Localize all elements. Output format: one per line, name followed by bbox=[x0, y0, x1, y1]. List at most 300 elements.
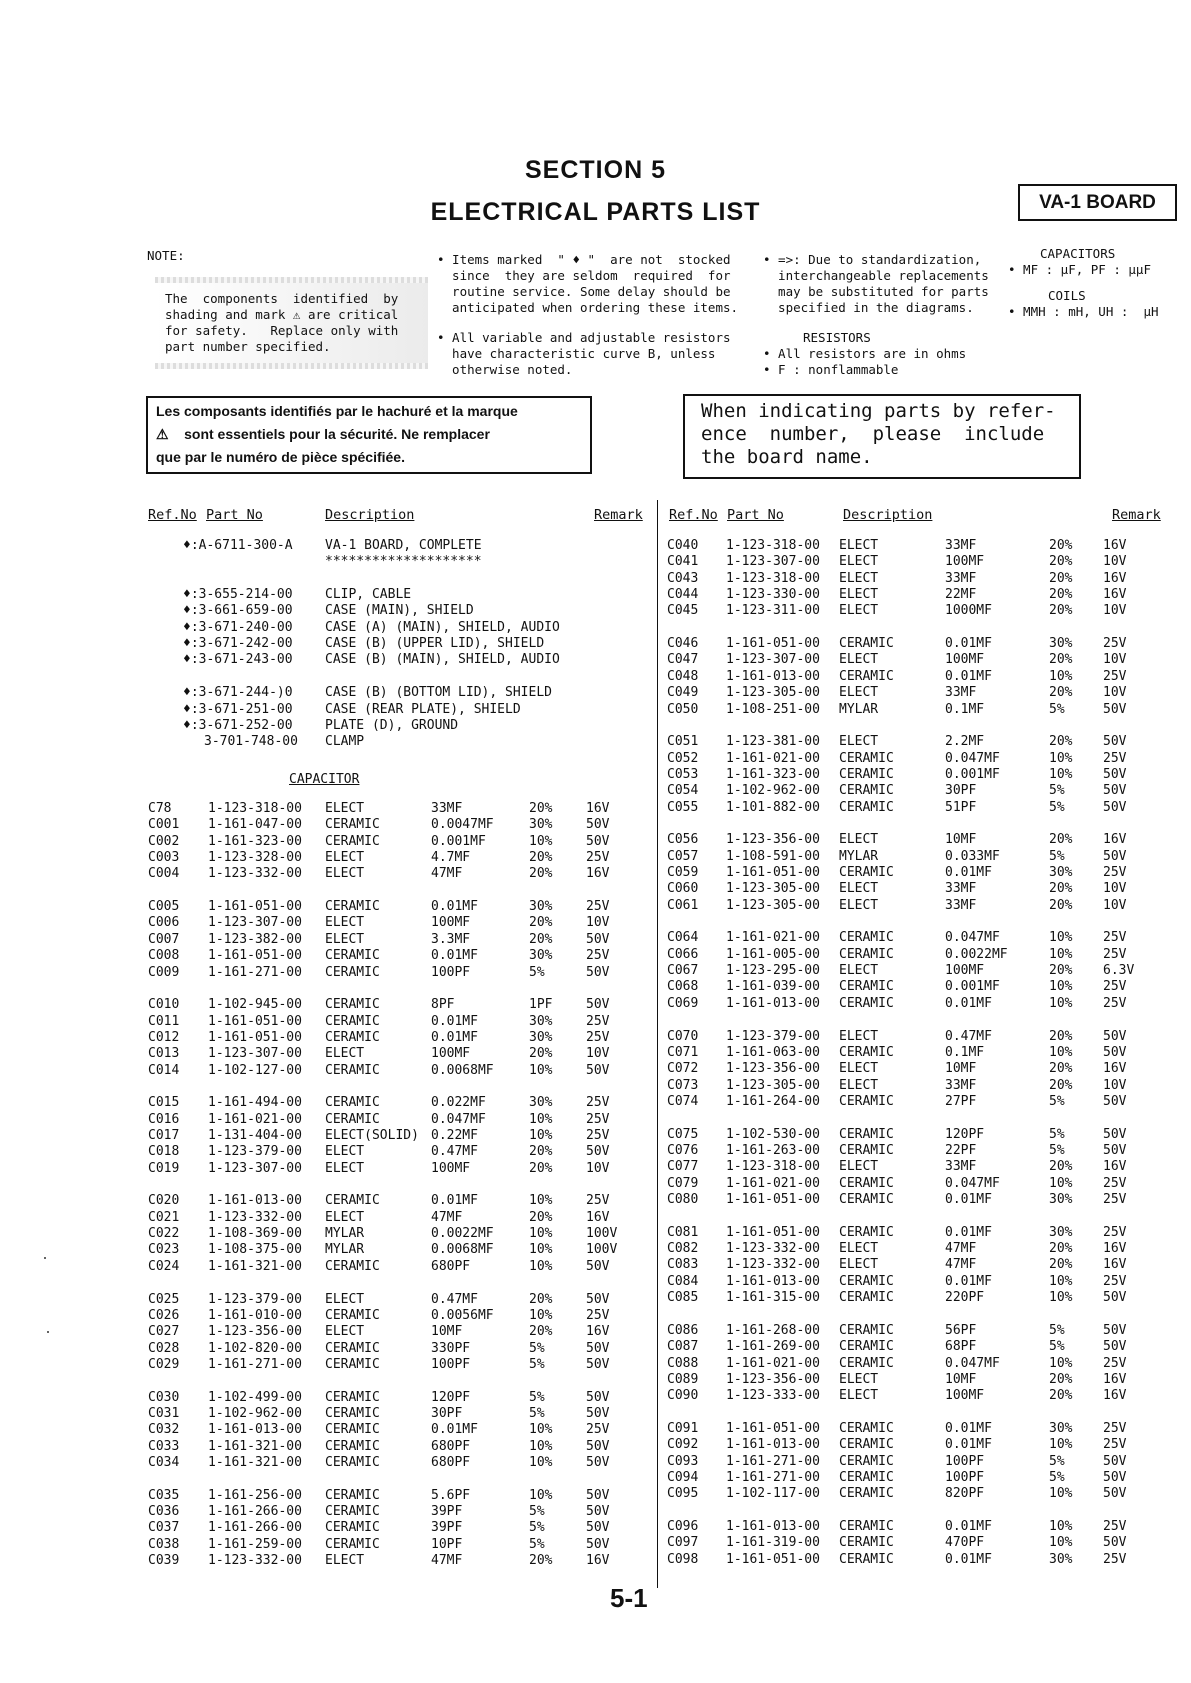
part-number: 1-123-332-00 bbox=[208, 1209, 302, 1225]
tolerance: 10% bbox=[529, 1128, 553, 1143]
description: CERAMIC bbox=[839, 1437, 894, 1453]
part-number: 1-161-051-00 bbox=[726, 1224, 820, 1240]
value: 100MF bbox=[945, 1388, 985, 1404]
ref-no: C039 bbox=[148, 1553, 180, 1569]
value: 0.01MF bbox=[945, 1420, 992, 1436]
voltage: 100V bbox=[586, 1226, 618, 1242]
part-number: 1-161-051-00 bbox=[726, 1192, 820, 1207]
ref-no: C036 bbox=[148, 1504, 180, 1520]
description: CERAMIC bbox=[839, 930, 894, 946]
description: CERAMIC bbox=[839, 1290, 894, 1306]
part-number: 1-123-307-00 bbox=[726, 652, 820, 668]
tolerance: 20% bbox=[1049, 538, 1073, 553]
part-number: 1-161-494-00 bbox=[208, 1095, 302, 1111]
ref-no: C020 bbox=[148, 1193, 180, 1209]
variable-resistors-note bbox=[437, 330, 731, 378]
voltage: 25V bbox=[1103, 995, 1127, 1011]
ref-no: C019 bbox=[148, 1160, 180, 1176]
tolerance: 10% bbox=[529, 1242, 553, 1258]
part-number: 1-102-117-00 bbox=[726, 1486, 820, 1502]
part-number: 1-161-271-00 bbox=[726, 1469, 820, 1485]
part-number: 1-123-332-00 bbox=[208, 1553, 302, 1569]
tolerance: 5% bbox=[529, 1536, 545, 1552]
tolerance: 20% bbox=[1049, 734, 1073, 750]
part-number: 1-123-295-00 bbox=[726, 963, 820, 979]
voltage: 50V bbox=[1103, 1322, 1127, 1338]
tolerance: 10% bbox=[1049, 1175, 1073, 1191]
tolerance: 20% bbox=[1049, 685, 1073, 701]
tolerance: 5% bbox=[529, 1405, 545, 1421]
capacitor-heading: CAPACITOR bbox=[289, 772, 360, 787]
value: 0.01MF bbox=[945, 1551, 992, 1567]
value: 680PF bbox=[431, 1258, 471, 1274]
description: CASE (B) (BOTTOM LID), SHIELD bbox=[325, 685, 552, 701]
tolerance: 5% bbox=[529, 1340, 545, 1356]
description: ELECT bbox=[839, 1028, 879, 1044]
description: ELECT bbox=[325, 866, 365, 882]
description: ELECT bbox=[325, 1324, 365, 1340]
ref-no: C037 bbox=[148, 1520, 180, 1536]
part-number: ♦:3-655-214-00 bbox=[183, 587, 293, 603]
tolerance: 20% bbox=[529, 1324, 553, 1340]
column-divider bbox=[657, 500, 658, 1588]
ref-no: C004 bbox=[148, 866, 180, 882]
description: ELECT bbox=[325, 1144, 365, 1160]
items-marked-note bbox=[437, 252, 738, 316]
ref-no: C084 bbox=[667, 1273, 699, 1289]
part-number: 1-123-311-00 bbox=[726, 603, 820, 619]
part-number: 1-161-013-00 bbox=[726, 668, 820, 684]
value: 33MF bbox=[945, 538, 977, 553]
voltage: 16V bbox=[1103, 570, 1127, 586]
part-number: 1-123-379-00 bbox=[726, 1028, 820, 1044]
part-number: 1-161-323-00 bbox=[208, 833, 302, 849]
description: CERAMIC bbox=[325, 1487, 380, 1503]
voltage: 25V bbox=[1103, 1273, 1127, 1289]
tolerance: 10% bbox=[529, 1438, 553, 1454]
tolerance: 20% bbox=[1049, 963, 1073, 979]
description: CERAMIC bbox=[325, 817, 380, 833]
voltage: 25V bbox=[586, 1422, 610, 1438]
description: ELECT bbox=[325, 1046, 365, 1062]
description: ELECT bbox=[839, 881, 879, 897]
tolerance: 10% bbox=[1049, 979, 1073, 995]
voltage: 16V bbox=[1103, 832, 1127, 848]
ref-no: C026 bbox=[148, 1307, 180, 1323]
note-line: specified in the diagrams. bbox=[763, 300, 974, 315]
part-number: 1-108-375-00 bbox=[208, 1242, 302, 1258]
description: CERAMIC bbox=[839, 750, 894, 766]
ref-no: C096 bbox=[667, 1519, 699, 1534]
voltage: 50V bbox=[1103, 1469, 1127, 1485]
ref-no: C005 bbox=[148, 899, 180, 915]
tolerance: 10% bbox=[1049, 1355, 1073, 1371]
ref-no: C030 bbox=[148, 1389, 180, 1405]
page-title: ELECTRICAL PARTS LIST bbox=[430, 198, 761, 226]
note-line: • All variable and adjustable resistors bbox=[437, 330, 731, 345]
part-number: 1-123-318-00 bbox=[208, 801, 302, 816]
value: 0.01MF bbox=[431, 1013, 478, 1029]
section-title: SECTION 5 bbox=[525, 156, 666, 184]
part-number: 1-123-318-00 bbox=[726, 570, 820, 586]
voltage: 10V bbox=[1103, 1077, 1127, 1093]
voltage: 50V bbox=[586, 1389, 610, 1405]
part-number: 1-161-264-00 bbox=[726, 1093, 820, 1109]
part-number: 1-161-013-00 bbox=[726, 1519, 820, 1534]
tolerance: 20% bbox=[529, 1553, 553, 1569]
description: CERAMIC bbox=[839, 799, 894, 815]
description: CERAMIC bbox=[839, 1273, 894, 1289]
tolerance: 20% bbox=[1049, 1371, 1073, 1387]
tolerance: 10% bbox=[529, 1422, 553, 1438]
part-number: 1-161-039-00 bbox=[726, 979, 820, 995]
note-line: routine service. Some delay should be bbox=[437, 284, 731, 299]
ref-no: C031 bbox=[148, 1405, 180, 1421]
value: 0.0056MF bbox=[431, 1307, 494, 1323]
note-line: • All resistors are in ohms bbox=[763, 346, 967, 361]
description: CERAMIC bbox=[839, 1535, 894, 1551]
french-line: Les composants identifiés par le hachuré et la marque bbox=[156, 403, 518, 419]
voltage: 100V bbox=[586, 1242, 618, 1258]
voltage: 10V bbox=[586, 1160, 610, 1176]
ref-no: C052 bbox=[667, 750, 699, 766]
value: 0.022MF bbox=[431, 1095, 486, 1111]
part-number: 1-161-005-00 bbox=[726, 946, 820, 962]
part-number: 1-123-333-00 bbox=[726, 1388, 820, 1404]
tolerance: 10% bbox=[1049, 668, 1073, 684]
value: 0.0022MF bbox=[945, 946, 1008, 962]
tolerance: 5% bbox=[1049, 1453, 1065, 1469]
value: 56PF bbox=[945, 1322, 977, 1338]
voltage: 25V bbox=[1103, 1355, 1127, 1371]
part-number: ♦:3-671-244-)0 bbox=[183, 685, 293, 701]
french-safety-note bbox=[146, 396, 592, 474]
value: 0.1MF bbox=[945, 1044, 985, 1060]
note-line: • MF : μF, PF : μμF bbox=[1008, 262, 1151, 277]
tolerance: 5% bbox=[529, 1520, 545, 1536]
part-number: 1-123-332-00 bbox=[726, 1257, 820, 1273]
ref-no: C018 bbox=[148, 1144, 180, 1160]
description: CERAMIC bbox=[325, 1340, 380, 1356]
tolerance: 30% bbox=[529, 1095, 553, 1111]
part-number: 1-161-051-00 bbox=[208, 948, 302, 964]
ref-no: C025 bbox=[148, 1291, 180, 1307]
capacitor-units-note bbox=[1008, 246, 1151, 278]
description: ELECT bbox=[839, 832, 879, 848]
ref-no: C028 bbox=[148, 1340, 180, 1356]
ref-no: C045 bbox=[667, 603, 699, 619]
voltage: 50V bbox=[586, 1438, 610, 1454]
voltage: 50V bbox=[586, 1520, 610, 1536]
ref-no: C066 bbox=[667, 946, 699, 962]
value: 33MF bbox=[945, 1159, 977, 1175]
tolerance: 20% bbox=[529, 1046, 553, 1062]
part-number: 1-161-021-00 bbox=[726, 1175, 820, 1191]
part-number: 1-161-315-00 bbox=[726, 1290, 820, 1306]
description: CERAMIC bbox=[325, 1356, 380, 1372]
value: 820PF bbox=[945, 1486, 985, 1502]
part-number: 1-108-369-00 bbox=[208, 1226, 302, 1242]
part-number: 1-161-013-00 bbox=[208, 1193, 302, 1209]
tolerance: 10% bbox=[1049, 1044, 1073, 1060]
part-number: 1-161-021-00 bbox=[726, 750, 820, 766]
value: 0.01MF bbox=[431, 899, 478, 915]
ref-no: C098 bbox=[667, 1551, 699, 1567]
ref-no: C095 bbox=[667, 1486, 699, 1502]
ref-no: C007 bbox=[148, 931, 180, 947]
tolerance: 5% bbox=[1049, 1142, 1065, 1158]
description: CERAMIC bbox=[839, 1175, 894, 1191]
tolerance: 20% bbox=[1049, 603, 1073, 619]
header-part-no-left: Part No bbox=[206, 507, 263, 523]
part-number: 1-123-379-00 bbox=[208, 1144, 302, 1160]
part-number: 1-123-356-00 bbox=[726, 1061, 820, 1077]
description: ELECT(SOLID) bbox=[325, 1128, 419, 1143]
description: CERAMIC bbox=[839, 783, 894, 799]
voltage: 25V bbox=[586, 948, 610, 964]
description: CERAMIC bbox=[839, 668, 894, 684]
value: 100PF bbox=[431, 964, 471, 980]
voltage: 50V bbox=[586, 1062, 610, 1078]
tolerance: 20% bbox=[529, 1209, 553, 1225]
voltage: 10V bbox=[1103, 897, 1127, 913]
part-number: 1-102-499-00 bbox=[208, 1389, 302, 1405]
tolerance: 1PF bbox=[529, 997, 553, 1013]
ref-no: C079 bbox=[667, 1175, 699, 1191]
description: CERAMIC bbox=[839, 1469, 894, 1485]
tolerance: 20% bbox=[529, 850, 553, 866]
voltage: 50V bbox=[1103, 766, 1127, 782]
value: 0.001MF bbox=[945, 979, 1000, 995]
tolerance: 10% bbox=[529, 1455, 553, 1470]
value: 33MF bbox=[945, 897, 977, 913]
description: CASE (MAIN), SHIELD bbox=[325, 603, 474, 619]
tolerance: 20% bbox=[529, 931, 553, 947]
tolerance: 30% bbox=[1049, 1224, 1073, 1240]
ref-no: C023 bbox=[148, 1242, 180, 1258]
tolerance: 20% bbox=[529, 866, 553, 882]
part-number: 1-102-820-00 bbox=[208, 1340, 302, 1356]
part-number: 1-123-330-00 bbox=[726, 587, 820, 603]
ref-no: C092 bbox=[667, 1437, 699, 1453]
header-remark-left: Remark bbox=[594, 507, 643, 523]
value: 0.047MF bbox=[945, 930, 1000, 946]
ref-no: C067 bbox=[667, 963, 699, 979]
ref-no: C024 bbox=[148, 1258, 180, 1274]
description: ELECT bbox=[839, 1257, 879, 1273]
value: 2.2MF bbox=[945, 734, 985, 750]
description: CERAMIC bbox=[325, 1013, 380, 1029]
description: CERAMIC bbox=[325, 899, 380, 915]
note-line: otherwise noted. bbox=[437, 362, 573, 377]
part-number: 1-123-318-00 bbox=[726, 538, 820, 553]
description: MYLAR bbox=[325, 1226, 365, 1242]
voltage: 50V bbox=[1103, 799, 1127, 815]
ref-no: C049 bbox=[667, 685, 699, 701]
value: 0.01MF bbox=[431, 1193, 478, 1209]
value: 0.01MF bbox=[945, 1519, 992, 1534]
part-number: 1-161-013-00 bbox=[726, 1273, 820, 1289]
tolerance: 30% bbox=[1049, 1192, 1073, 1207]
description: CERAMIC bbox=[325, 1111, 380, 1127]
ref-no: C021 bbox=[148, 1209, 180, 1225]
part-number: 1-161-266-00 bbox=[208, 1504, 302, 1520]
value: 51PF bbox=[945, 799, 977, 815]
voltage: 50V bbox=[1103, 1290, 1127, 1306]
part-number: 1-161-259-00 bbox=[208, 1536, 302, 1552]
scan-speck bbox=[47, 1331, 49, 1333]
voltage: 10V bbox=[1103, 554, 1127, 570]
ref-no: C064 bbox=[667, 930, 699, 946]
voltage: 50V bbox=[1103, 1535, 1127, 1551]
header-description-left: Description bbox=[325, 507, 415, 523]
tolerance: 5% bbox=[1049, 1339, 1065, 1355]
description: CERAMIC bbox=[839, 1519, 894, 1534]
voltage: 25V bbox=[1103, 1519, 1127, 1534]
voltage: 10V bbox=[586, 915, 610, 931]
safety-note-line: part number specified. bbox=[165, 339, 331, 354]
value: 100PF bbox=[431, 1356, 471, 1372]
description: ELECT bbox=[839, 1159, 879, 1175]
safety-note-line-text: shading and mark ⚠ are critical bbox=[165, 307, 399, 322]
description: ELECT bbox=[839, 1241, 879, 1257]
tolerance: 30% bbox=[1049, 865, 1073, 880]
board-name-line: ence number, please include bbox=[701, 423, 1045, 445]
board-name-line: When indicating parts by refer- bbox=[701, 400, 1056, 422]
value: 0.22MF bbox=[431, 1128, 478, 1143]
tolerance: 20% bbox=[529, 915, 553, 931]
description: CERAMIC bbox=[839, 1142, 894, 1158]
voltage: 16V bbox=[1103, 538, 1127, 553]
value: 100MF bbox=[431, 1160, 471, 1176]
voltage: 50V bbox=[586, 1340, 610, 1356]
description: CASE (B) (MAIN), SHIELD, AUDIO bbox=[325, 652, 560, 668]
voltage: 50V bbox=[586, 1487, 610, 1503]
ref-no: C073 bbox=[667, 1077, 699, 1093]
part-number: 1-161-266-00 bbox=[208, 1520, 302, 1536]
value: 0.047MF bbox=[431, 1111, 486, 1127]
tolerance: 20% bbox=[1049, 1061, 1073, 1077]
value: 33MF bbox=[431, 801, 463, 816]
part-number: 1-161-051-00 bbox=[726, 1551, 820, 1567]
ref-no: C069 bbox=[667, 995, 699, 1011]
part-number: 1-161-047-00 bbox=[208, 817, 302, 833]
description: CERAMIC bbox=[839, 1322, 894, 1338]
voltage: 16V bbox=[1103, 587, 1127, 603]
description: ELECT bbox=[325, 1160, 365, 1176]
note-line: have characteristic curve B, unless bbox=[437, 346, 716, 361]
value: 120PF bbox=[431, 1389, 471, 1405]
note-line: since they are seldom required for bbox=[437, 268, 731, 283]
ref-no: C056 bbox=[667, 832, 699, 848]
description: CERAMIC bbox=[839, 1355, 894, 1371]
part-number: 1-161-051-00 bbox=[208, 1029, 302, 1045]
ref-no: C094 bbox=[667, 1469, 699, 1485]
voltage: 25V bbox=[586, 850, 610, 866]
value: 3.3MF bbox=[431, 931, 471, 947]
part-number: 1-123-382-00 bbox=[208, 931, 302, 947]
part-number: 1-161-323-00 bbox=[726, 766, 820, 782]
value: 680PF bbox=[431, 1455, 471, 1470]
tolerance: 20% bbox=[529, 1144, 553, 1160]
voltage: 25V bbox=[586, 1307, 610, 1323]
tolerance: 5% bbox=[529, 964, 545, 980]
tolerance: 20% bbox=[1049, 897, 1073, 913]
voltage: 50V bbox=[586, 833, 610, 849]
part-number: 1-161-319-00 bbox=[726, 1535, 820, 1551]
tolerance: 20% bbox=[1049, 881, 1073, 897]
description: ELECT bbox=[839, 1388, 879, 1404]
voltage: 25V bbox=[1103, 930, 1127, 946]
voltage: 16V bbox=[586, 866, 610, 882]
part-number: 1-123-305-00 bbox=[726, 685, 820, 701]
tolerance: 30% bbox=[529, 1029, 553, 1045]
voltage: 25V bbox=[1103, 946, 1127, 962]
value: 0.01MF bbox=[431, 1029, 478, 1045]
description: MYLAR bbox=[839, 701, 879, 717]
ref-no: C038 bbox=[148, 1536, 180, 1552]
description: ELECT bbox=[839, 685, 879, 701]
value: 120PF bbox=[945, 1126, 985, 1142]
part-number: 1-123-356-00 bbox=[208, 1324, 302, 1340]
voltage: 25V bbox=[586, 1013, 610, 1029]
tolerance: 30% bbox=[1049, 1420, 1073, 1436]
tolerance: 5% bbox=[1049, 1322, 1065, 1338]
description: CERAMIC bbox=[325, 1422, 380, 1438]
note-line: may be substituted for parts bbox=[763, 284, 989, 299]
tolerance: 30% bbox=[529, 948, 553, 964]
value: 0.47MF bbox=[431, 1291, 478, 1307]
description: CERAMIC bbox=[325, 1029, 380, 1045]
voltage: 25V bbox=[1103, 1420, 1127, 1436]
value: 33MF bbox=[945, 1077, 977, 1093]
ref-no: C034 bbox=[148, 1455, 180, 1470]
part-number: 1-123-356-00 bbox=[726, 832, 820, 848]
ref-no: C077 bbox=[667, 1159, 699, 1175]
ref-no: C043 bbox=[667, 570, 699, 586]
description: CERAMIC bbox=[839, 1192, 894, 1207]
ref-no: C048 bbox=[667, 668, 699, 684]
voltage: 25V bbox=[586, 899, 610, 915]
tolerance: 20% bbox=[1049, 1077, 1073, 1093]
voltage: 50V bbox=[1103, 734, 1127, 750]
part-number: 1-102-127-00 bbox=[208, 1062, 302, 1078]
ref-no: C050 bbox=[667, 701, 699, 717]
description: CERAMIC bbox=[839, 865, 894, 880]
scan-speck bbox=[44, 1257, 46, 1259]
note-line: anticipated when ordering these items. bbox=[437, 300, 739, 315]
standardization-note bbox=[763, 252, 989, 316]
voltage: 10V bbox=[1103, 652, 1127, 668]
note-line: interchangeable replacements bbox=[763, 268, 989, 283]
ref-no: C051 bbox=[667, 734, 699, 750]
voltage: 10V bbox=[1103, 881, 1127, 897]
ref-no: C013 bbox=[148, 1046, 180, 1062]
tolerance: 10% bbox=[1049, 766, 1073, 782]
value: 5.6PF bbox=[431, 1487, 471, 1503]
note-heading: COILS bbox=[1048, 288, 1086, 303]
value: 0.01MF bbox=[945, 1437, 992, 1453]
voltage: 16V bbox=[586, 801, 610, 816]
description: CERAMIC bbox=[325, 1062, 380, 1078]
tolerance: 10% bbox=[529, 833, 553, 849]
value: 0.01MF bbox=[945, 995, 992, 1011]
ref-no: C081 bbox=[667, 1224, 699, 1240]
ref-no: C054 bbox=[667, 783, 699, 799]
ref-no: C78 bbox=[148, 801, 172, 816]
tolerance: 20% bbox=[529, 1160, 553, 1176]
ref-no: C080 bbox=[667, 1192, 699, 1207]
